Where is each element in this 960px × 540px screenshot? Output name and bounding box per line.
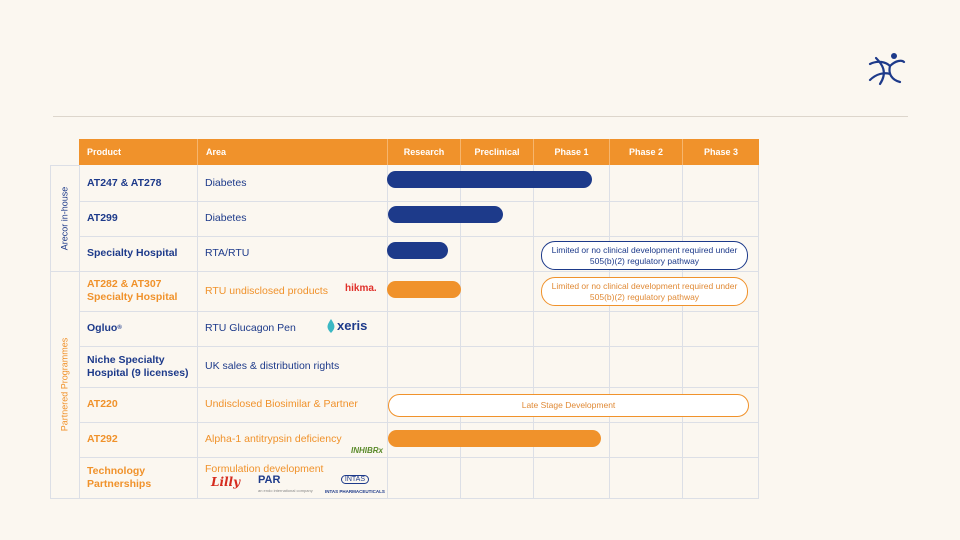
row-2-regulatory-note: Limited or no clinical development required under 505(b)(2) regulatory pathway xyxy=(541,241,748,270)
row-8-area: Formulation development xyxy=(205,463,324,475)
row-3-area: RTU undisclosed products xyxy=(205,284,328,297)
inhibrx-logo: INHIBRx xyxy=(351,446,384,455)
group-partnered-label: Partnered Programmes xyxy=(59,337,70,432)
row-5-product xyxy=(79,346,197,387)
row-4-product xyxy=(79,311,197,346)
intas-logo-badge: INTAS xyxy=(341,475,369,484)
row-1-product: AT299 xyxy=(87,212,118,224)
header-research: Research xyxy=(387,139,460,165)
group-partnered-cell xyxy=(50,271,79,498)
row-5-area: UK sales & distribution rights xyxy=(205,360,340,372)
row-1-progress-bar xyxy=(388,206,503,223)
row-6-late-stage-pill: Late Stage Development xyxy=(388,394,749,417)
header-product: Product xyxy=(79,139,197,165)
row-7-progress-bar xyxy=(388,430,601,447)
hikma-logo: hikma. xyxy=(345,283,377,294)
row-1-area: Diabetes xyxy=(205,212,247,224)
row-0-product: AT247 & AT278 xyxy=(87,176,162,189)
row-4-product-sup: ® xyxy=(117,325,122,331)
row-2-area: RTA/RTU xyxy=(205,247,250,259)
row-6-area: Undisclosed Biosimilar & Partner xyxy=(205,398,358,410)
intas-logo xyxy=(325,472,385,496)
row-0-area: Diabetes xyxy=(205,176,247,189)
row-3-product xyxy=(79,271,197,311)
row-2-product: Specialty Hospital xyxy=(87,247,178,259)
row-4-product-name: Ogluo xyxy=(87,322,118,334)
xeris-logo xyxy=(325,318,367,333)
row-6-product: AT220 xyxy=(87,398,118,410)
row-3-product-line1: AT282 & AT307 xyxy=(87,278,162,290)
par-logo-text: PAR xyxy=(258,474,281,486)
row-5-product-line1: Niche Specialty xyxy=(87,353,165,366)
par-logo-sub: an endo international company xyxy=(258,488,313,493)
header-divider xyxy=(53,116,908,117)
row-8-product-line1: Technology xyxy=(87,464,146,477)
header-phase-2: Phase 2 xyxy=(609,139,682,165)
row-4-area: RTU Glucagon Pen xyxy=(205,322,296,334)
row-0-progress-bar xyxy=(387,171,592,188)
header-phase-3: Phase 3 xyxy=(682,139,759,165)
par-logo xyxy=(258,475,313,495)
xeris-drop-icon xyxy=(325,319,337,333)
lilly-logo: Lilly xyxy=(211,475,241,489)
header-phase-1: Phase 1 xyxy=(533,139,609,165)
xeris-logo-text: xeris xyxy=(337,318,368,333)
row-8-product-line2: Partnerships xyxy=(87,477,152,490)
group-inhouse-label: Arecor in-house xyxy=(59,186,70,250)
row-7-area: Alpha-1 antitrypsin deficiency xyxy=(205,433,342,445)
arecor-logo-icon xyxy=(866,50,906,86)
header-preclinical: Preclinical xyxy=(460,139,533,165)
header-area: Area xyxy=(197,139,387,165)
row-5-product-line2: Hospital (9 licenses) xyxy=(87,366,189,379)
intas-logo-sub: INTAS PHARMACEUTICALS xyxy=(325,489,385,494)
row-7-product: AT292 xyxy=(87,433,118,445)
row-3-progress-bar xyxy=(387,281,461,298)
group-inhouse-cell xyxy=(50,165,79,271)
row-3-product-line2: Specialty Hospital xyxy=(87,291,178,303)
row-8-product xyxy=(79,457,197,498)
row-3-regulatory-note: Limited or no clinical development required under 505(b)(2) regulatory pathway xyxy=(541,277,748,306)
row-2-progress-bar xyxy=(387,242,448,259)
